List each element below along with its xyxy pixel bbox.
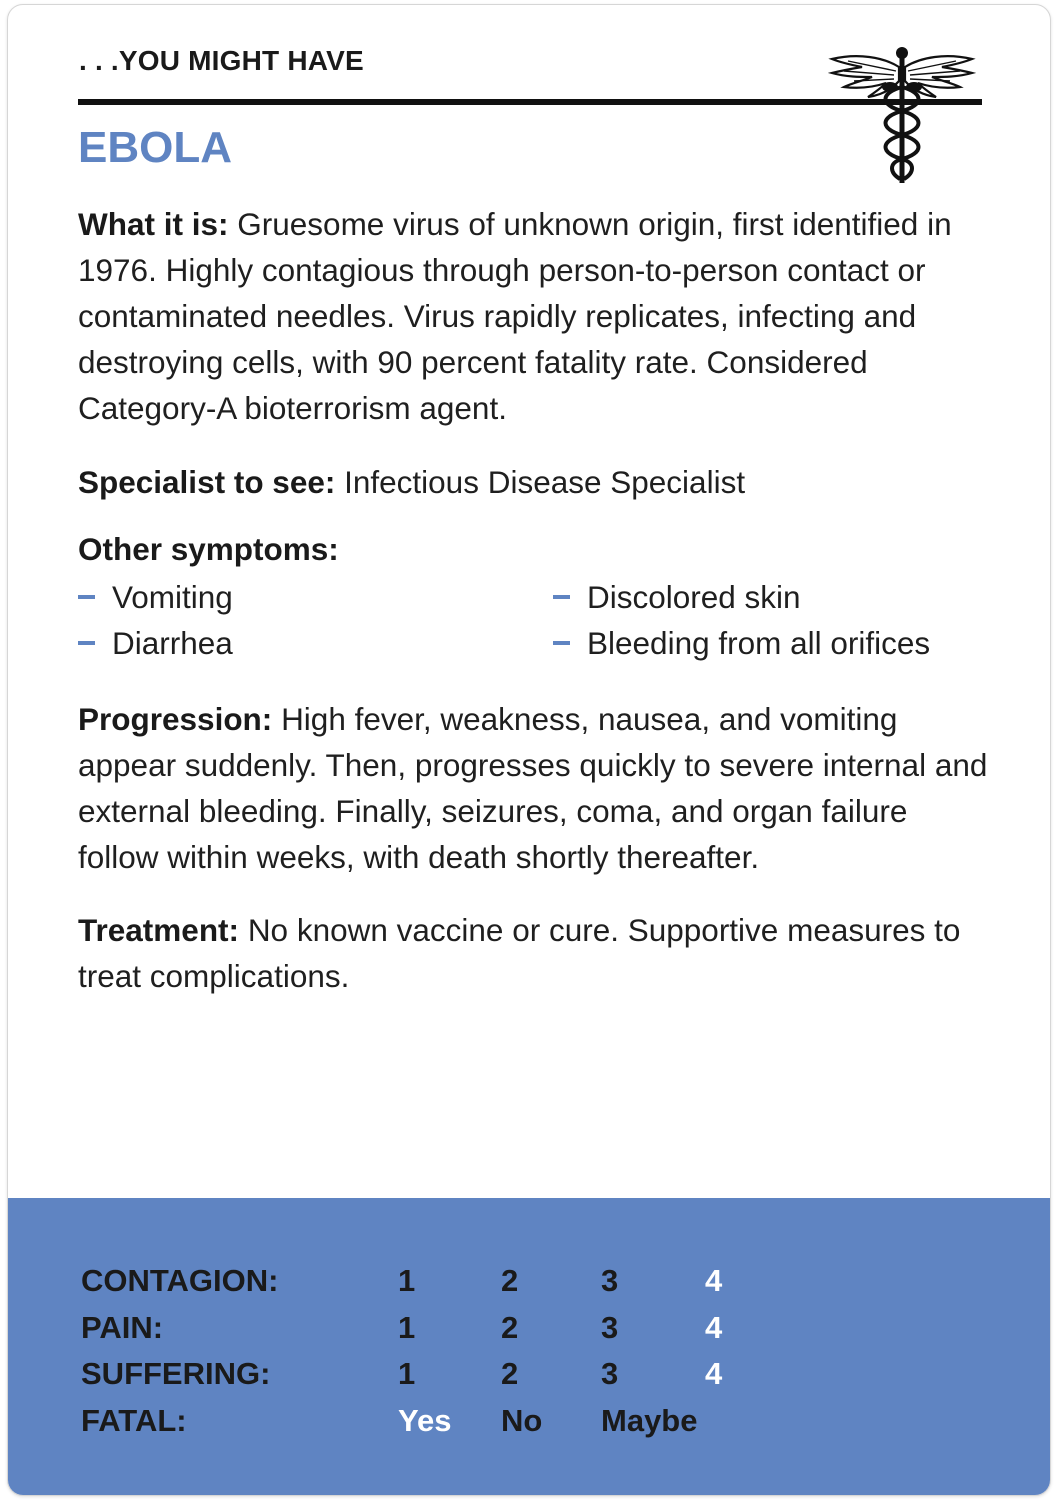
contagion-option: 1: [398, 1263, 416, 1298]
what-it-is-section: [78, 201, 988, 431]
dash-bullet-icon: [553, 595, 570, 599]
progression-text: High fever, weakness, nausea, and vomiting appear suddenly. Then, progresses quickly to severe internal and external bleeding. Finally, seizures, coma, and organ failure follow within weeks, with death shortly thereafter.: [78, 701, 988, 875]
pain-option: 2: [501, 1310, 519, 1345]
symptoms-heading: Other symptoms:: [78, 531, 339, 567]
contagion-option: 4: [705, 1263, 723, 1298]
dash-bullet-icon: [78, 595, 95, 599]
disease-card: [7, 4, 1051, 1496]
suffering-option: 3: [601, 1356, 619, 1391]
contagion-option: 2: [501, 1263, 519, 1298]
ratings-panel: [8, 1198, 1050, 1496]
specialist-label: Specialist to see:: [78, 464, 336, 500]
suffering-option: 1: [398, 1356, 416, 1391]
disease-title: EBOLA: [78, 123, 232, 172]
caduceus-icon: [828, 41, 976, 189]
fatal-option: No: [501, 1403, 543, 1438]
symptom-text: Diarrhea: [112, 625, 233, 661]
specialist-text: Infectious Disease Specialist: [344, 464, 746, 500]
progression-label: Progression:: [78, 701, 273, 737]
treatment-section: [78, 907, 988, 999]
card-eyebrow: . . .YOU MIGHT HAVE: [79, 45, 364, 76]
suffering-option: 2: [501, 1356, 519, 1391]
specialist-section: [78, 459, 988, 505]
fatal-option: Maybe: [601, 1403, 698, 1438]
symptom-item: [553, 620, 930, 666]
pain-option: 4: [705, 1310, 723, 1345]
fatal-label: FATAL:: [81, 1403, 187, 1438]
pain-option: 3: [601, 1310, 619, 1345]
symptom-text: Vomiting: [112, 579, 233, 615]
dash-bullet-icon: [553, 641, 570, 645]
treatment-text: No known vaccine or cure. Supportive measures to treat complications.: [78, 912, 961, 994]
fatal-option: Yes: [398, 1403, 452, 1438]
contagion-label: CONTAGION:: [81, 1263, 279, 1298]
suffering-label: SUFFERING:: [81, 1356, 271, 1391]
progression-section: [78, 696, 988, 880]
what-it-is-text: Gruesome virus of unknown origin, first identified in 1976. Highly contagious through person-to-person contact or contaminated needles. Virus rapidly replicates, infecting and destroying cells, with 90 percent fatality rate. Considered Category-A bioterrorism agent.: [78, 206, 952, 426]
treatment-label: Treatment:: [78, 912, 240, 948]
pain-option: 1: [398, 1310, 416, 1345]
symptom-item: [553, 574, 801, 620]
symptom-text: Discolored skin: [587, 579, 801, 615]
dash-bullet-icon: [78, 641, 95, 645]
symptom-item: [78, 574, 233, 620]
symptom-item: [78, 620, 233, 666]
contagion-option: 3: [601, 1263, 619, 1298]
suffering-option: 4: [705, 1356, 723, 1391]
symptom-text: Bleeding from all orifices: [587, 625, 931, 661]
what-it-is-label: What it is:: [78, 206, 229, 242]
pain-label: PAIN:: [81, 1310, 164, 1345]
